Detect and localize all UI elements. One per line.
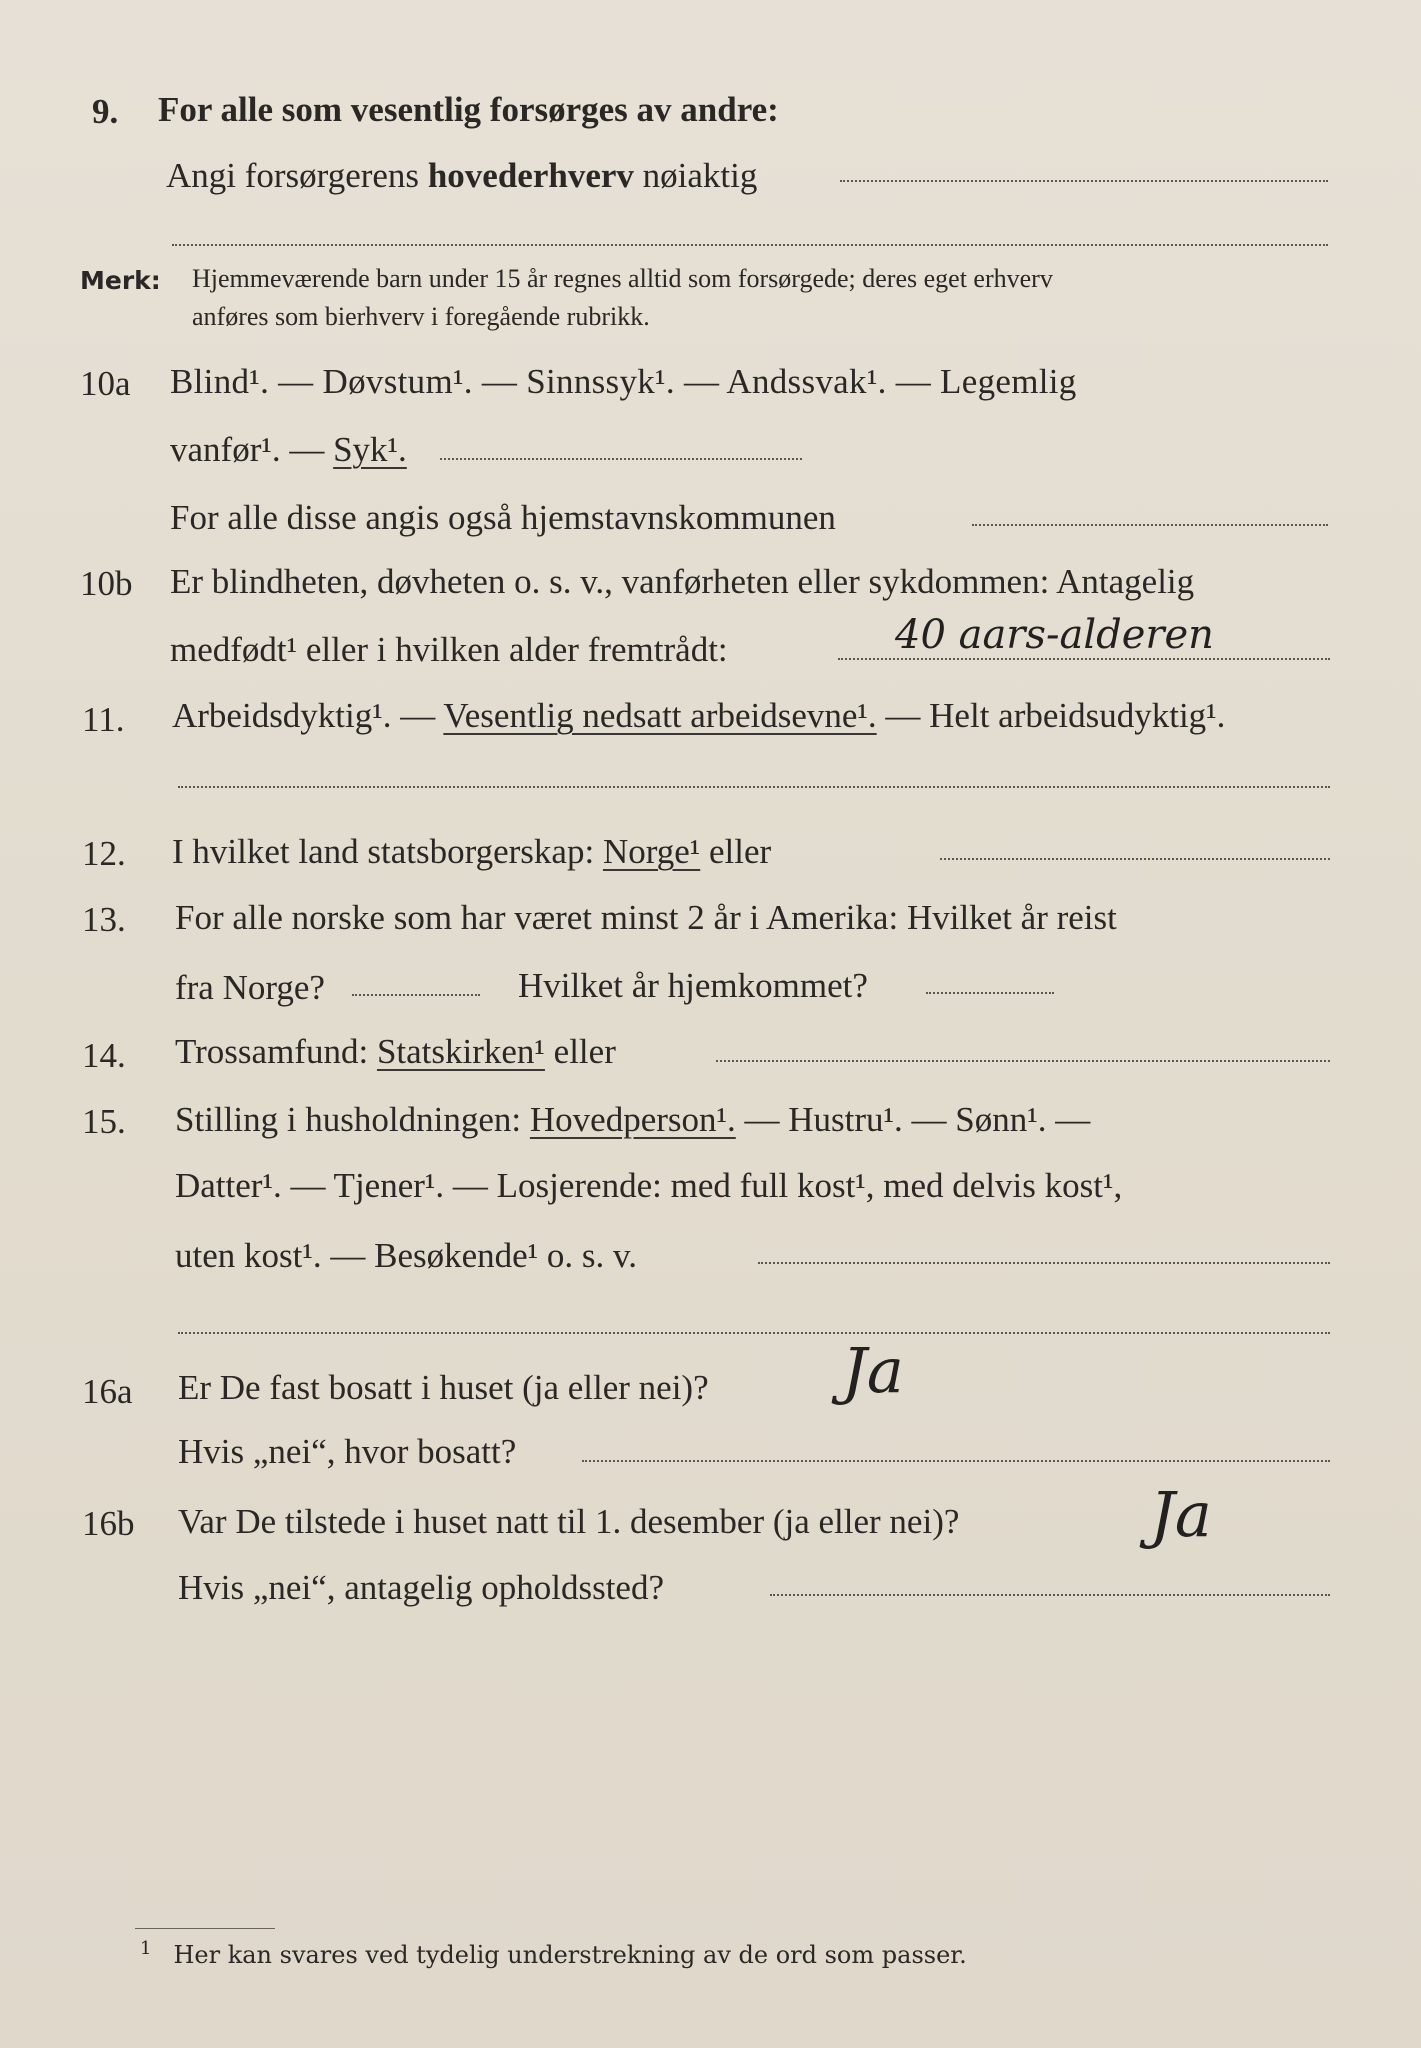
q10b-line1: Er blindheten, døvheten o. s. v., vanførheten eller sykdommen: Antagelig bbox=[170, 562, 1195, 601]
q11-answer-field[interactable] bbox=[178, 786, 1330, 788]
q13-number: 13. bbox=[82, 900, 126, 939]
q16b-whereabouts-field[interactable] bbox=[770, 1594, 1330, 1596]
q13-line2b: Hvilket år hjemkommet? bbox=[518, 966, 868, 1005]
q15-answer-field[interactable] bbox=[758, 1262, 1330, 1264]
q15-line3: uten kost¹. — Besøkende¹ o. s. v. bbox=[175, 1236, 638, 1275]
q12-answer-field[interactable] bbox=[940, 858, 1330, 860]
q10b-handwritten-answer: 40 aars-alderen bbox=[895, 612, 1214, 658]
q10a-line3: For alle disse angis også hjemstavnskommunen bbox=[170, 498, 836, 537]
q13-line1: For alle norske som har været minst 2 år i Amerika: Hvilket år reist bbox=[175, 898, 1117, 937]
q11-number: 11. bbox=[82, 700, 125, 739]
q15-answer-field-2[interactable] bbox=[178, 1332, 1330, 1334]
q13-line2a: fra Norge? bbox=[175, 968, 325, 1007]
q10b-answer-field[interactable] bbox=[838, 658, 1330, 660]
q10a-answer-field[interactable] bbox=[440, 458, 802, 460]
q16a-handwritten-answer: Ja bbox=[842, 1334, 904, 1407]
q12-line: I hvilket land statsborgerskap: Norge¹ eller bbox=[172, 832, 772, 871]
q16b-handwritten-answer: Ja bbox=[1150, 1478, 1212, 1551]
q10b-number: 10b bbox=[80, 564, 133, 603]
q9-line1: For alle som vesentlig forsørges av andre: bbox=[158, 90, 779, 129]
q10a-number: 10a bbox=[80, 364, 131, 403]
q10a-line2: vanfør¹. — Syk¹. bbox=[170, 430, 407, 469]
q16a-number: 16a bbox=[82, 1372, 133, 1411]
q9-answer-field[interactable] bbox=[840, 180, 1328, 182]
q14-line: Trossamfund: Statskirken¹ eller bbox=[175, 1032, 616, 1071]
footnote: $^1$ Her kan svares ved tydelig understrekning av de ord som passer. bbox=[140, 1938, 967, 1969]
q13-departure-year-field[interactable] bbox=[352, 994, 480, 996]
q13-return-year-field[interactable] bbox=[926, 992, 1054, 994]
q15-line2: Datter¹. — Tjener¹. — Losjerende: med full kost¹, med delvis kost¹, bbox=[175, 1166, 1123, 1205]
q16a-line1: Er De fast bosatt i huset (ja eller nei)? bbox=[178, 1368, 709, 1407]
q14-answer-field[interactable] bbox=[716, 1060, 1330, 1062]
q16b-line1: Var De tilstede i huset natt til 1. desember (ja eller nei)? bbox=[178, 1502, 960, 1541]
q14-number: 14. bbox=[82, 1036, 126, 1075]
q11-line: Arbeidsdyktig¹. — Vesentlig nedsatt arbeidsevne¹. — Helt arbeidsudyktig¹. bbox=[172, 696, 1226, 735]
q9-line2: Angi forsørgerens hovederhverv nøiaktig bbox=[166, 156, 758, 195]
q10a-line1: Blind¹. — Døvstum¹. — Sinnssyk¹. — Andssvak¹. — Legemlig bbox=[170, 362, 1077, 401]
q10a-hometown-field[interactable] bbox=[972, 524, 1328, 526]
q9-number: 9. bbox=[92, 92, 119, 131]
q16a-line2: Hvis „nei“, hvor bosatt? bbox=[178, 1432, 517, 1471]
q16b-number: 16b bbox=[82, 1504, 135, 1543]
q16a-residence-field[interactable] bbox=[582, 1460, 1330, 1462]
q12-number: 12. bbox=[82, 834, 126, 873]
q15-number: 15. bbox=[82, 1102, 126, 1141]
merk-line2: anføres som bierhverv i foregående rubrikk. bbox=[192, 302, 650, 331]
merk-line1: Hjemmeværende barn under 15 år regnes alltid som forsørgede; deres eget erhverv bbox=[192, 264, 1053, 293]
footnote-rule bbox=[135, 1928, 275, 1929]
q10b-line2: medfødt¹ eller i hvilken alder fremtrådt: bbox=[170, 630, 728, 669]
q15-line1: Stilling i husholdningen: Hovedperson¹. — Hustru¹. — Sønn¹. — bbox=[175, 1100, 1091, 1139]
merk-label: Merk: bbox=[80, 266, 161, 295]
q9-answer-field-2[interactable] bbox=[172, 244, 1328, 246]
q16b-line2: Hvis „nei“, antagelig opholdssted? bbox=[178, 1568, 664, 1607]
